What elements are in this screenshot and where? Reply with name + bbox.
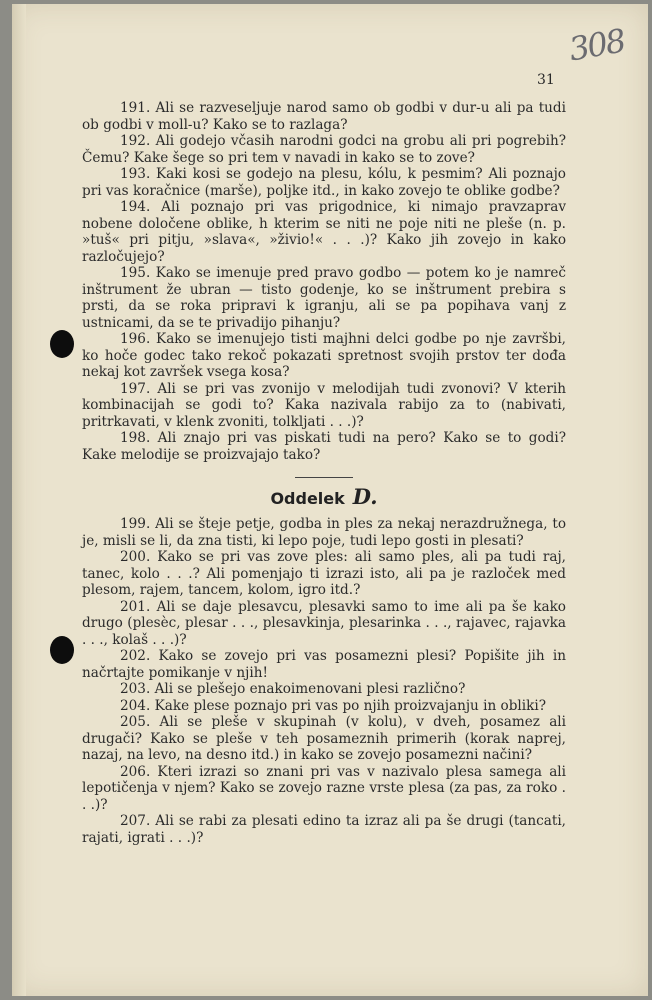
question-paragraph: 204. Kake plese poznajo pri vas po njih proizvajanju in obliki? bbox=[120, 697, 546, 714]
page-number: 31 bbox=[537, 72, 555, 88]
text-body bbox=[82, 100, 566, 846]
page-fold-shadow bbox=[12, 4, 26, 996]
question-paragraph: 191. Ali se razveseljuje narod samo ob godbi v dur-u ali pa tudi ob godbi v moll-u? Kako se to razlaga? bbox=[82, 100, 566, 133]
question-paragraph: 196. Kako se imenujejo tisti majhni delci godbe po nje završbi, ko hoče godec tako rekoč pokazati spretnost svojih prstov ter dođa nekaj kot završek vsega kosa? bbox=[82, 331, 566, 380]
question-paragraph: 199. Ali se šteje petje, godba in ples za nekaj nerazdružnega, to je, misli se li, da zna tisti, ki lepo poje, tudi lepo gosti in plesati? bbox=[82, 516, 566, 549]
punch-hole bbox=[50, 636, 74, 664]
question-paragraph: 198. Ali znajo pri vas piskati tudi na pero? Kako se to godi? Kake melodije se proizvajajo tako? bbox=[82, 430, 566, 463]
question-paragraph: 194. Ali poznajo pri vas prigodnice, ki nimajo pravzaprav nobene določene oblike, h kterim se niti ne poje niti ne pleše (n. p. »tuš« pri pitju, »slava«, »živio!« . . .)? Kako jih zovejo in kako razločujejo? bbox=[82, 199, 566, 265]
question-paragraph: 192. Ali godejo včasih narodni godci na grobu ali pri pogrebih? Čemu? Kake šege so pri tem v navadi in kako se to zove? bbox=[82, 133, 566, 166]
handwritten-archive-number: 308 bbox=[566, 21, 627, 69]
question-paragraph: 206. Kteri izrazi so znani pri vas v nazivalo plesa samega ali lepotičenja v njem? Kako se zovejo razne vrste plesa (za pas, za roko . . .)? bbox=[82, 763, 566, 813]
section-letter: D. bbox=[352, 484, 378, 509]
section-heading bbox=[82, 486, 566, 510]
question-paragraph: 200. Kako se pri vas zove ples: ali samo ples, ali pa tudi raj, tanec, kolo . . .? Ali pomenjajo ti izrazi isto, ali pa je razloček med plesom, rajem, tancem, kolom, igro itd.? bbox=[82, 549, 566, 598]
question-paragraph: 197. Ali se pri vas zvonijo v melodijah tudi zvonovi? V kterih kombinacijah se godi to? Kaka nazivala rabijo za to (nabivati, pritrkavati, v klenk zvoniti, tolkljati . . .)? bbox=[82, 380, 566, 430]
punch-hole bbox=[50, 330, 74, 358]
section-divider bbox=[295, 477, 353, 478]
document-page bbox=[12, 4, 648, 996]
question-paragraph: 205. Ali se pleše v skupinah (v kolu), v dveh, posamez ali drugači? Kako se pleše v teh posameznih primerih (korak naprej, nazaj, na levo, na desno itd.) in kako se zovejo posamezni načini? bbox=[82, 714, 566, 763]
question-paragraph: 202. Kako se zovejo pri vas posamezni plesi? Popišite jih in načrtajte pomikanje v njih! bbox=[82, 648, 566, 681]
question-paragraph: 201. Ali se daje plesavcu, plesavki samo to ime ali pa še kako drugo (plesèc, plesar . . ., plesavkinja, plesarinka . . ., rajavec, rajavka . . ., kolaš . . .)? bbox=[82, 598, 566, 648]
question-paragraph: 203. Ali se plešejo enakoimenovani plesi različno? bbox=[120, 681, 466, 697]
question-paragraph: 207. Ali se rabi za plesati edino ta izraz ali pa še drugi (tancati, rajati, igrati . . .)? bbox=[82, 813, 566, 846]
question-paragraph: 193. Kaki kosi se godejo na plesu, kólu, k pesmim? Ali poznajo pri vas koračnice (marše), poljke itd., in kako zovejo te oblike godbe? bbox=[82, 166, 566, 199]
question-paragraph: 195. Kako se imenuje pred pravo godbo — potem ko je namreč inštrument že ubran — tisto godenje, ko se inštrument prebira s prsti, da se roka pripravi k igranju, ali se pa popihava vanj z ustnicami, da se te privadijo pihanju? bbox=[82, 265, 566, 331]
section-title: Oddelek bbox=[270, 489, 345, 508]
